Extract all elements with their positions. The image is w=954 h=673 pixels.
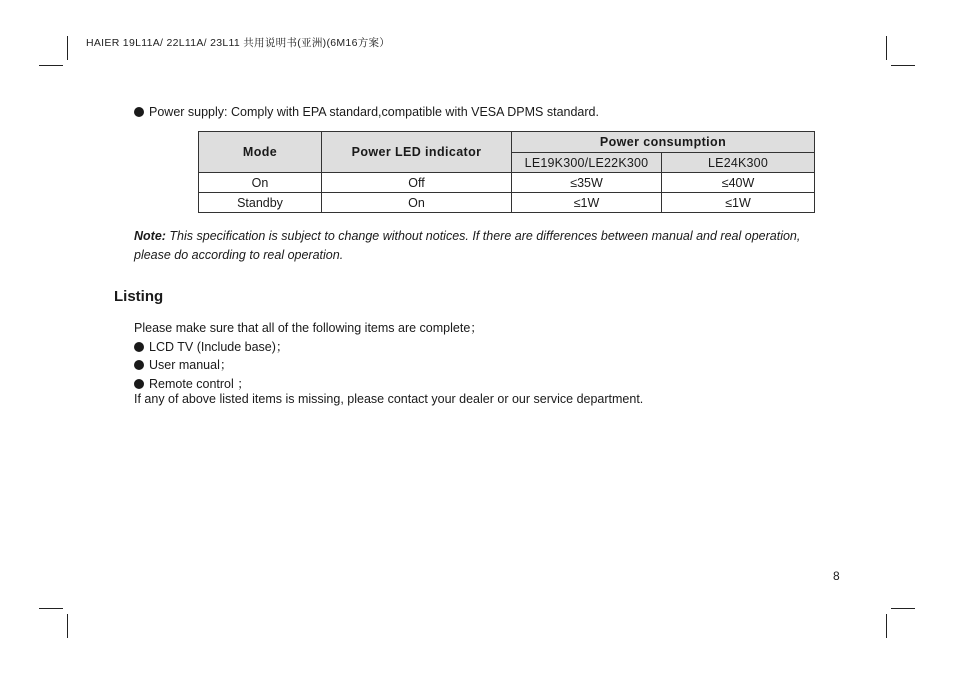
cell-model-b: ≤1W [662, 193, 815, 213]
header-consumption: Power consumption [512, 132, 815, 153]
crop-mark-bottom-right-vertical [886, 614, 887, 638]
listing-footer: If any of above listed items is missing, please contact your dealer or our service department. [134, 392, 644, 406]
crop-mark-bottom-right-horizontal [891, 608, 915, 609]
table-row [199, 193, 815, 213]
cell-led: Off [322, 173, 512, 193]
document-header: HAIER 19L11A/ 22L11A/ 23L11 共用说明书(亚洲)(6M16方案） [86, 37, 391, 49]
note-text: This specification is subject to change without notices. If there are differences between manual and real operation, please do according to real operation. [134, 229, 801, 262]
bullet-icon [134, 342, 144, 352]
bullet-icon [134, 379, 144, 389]
bullet-icon [134, 360, 144, 370]
crop-mark-bottom-left-vertical [67, 614, 68, 638]
crop-mark-top-right-vertical [886, 36, 887, 60]
cell-model-a: ≤35W [512, 173, 662, 193]
power-consumption-table [198, 131, 815, 213]
crop-mark-top-right-horizontal [891, 65, 915, 66]
list-item-text: LCD TV (Include base)； [149, 340, 289, 354]
crop-mark-top-left-vertical [67, 36, 68, 60]
note-paragraph [134, 227, 824, 265]
cell-led: On [322, 193, 512, 213]
list-item [134, 374, 250, 392]
list-item [134, 337, 288, 355]
crop-mark-top-left-horizontal [39, 65, 63, 66]
header-led: Power LED indicator [322, 132, 512, 173]
page-number: 8 [833, 569, 840, 583]
list-item [134, 355, 232, 373]
listing-intro: Please make sure that all of the following items are complete； [134, 321, 483, 335]
list-item-text: User manual； [149, 358, 233, 372]
power-supply-text: Power supply: Comply with EPA standard,compatible with VESA DPMS standard. [149, 105, 599, 119]
power-supply-line [134, 105, 599, 119]
listing-title: Listing [114, 288, 164, 305]
note-label: Note: [134, 229, 166, 243]
crop-mark-bottom-left-horizontal [39, 608, 63, 609]
cell-mode: On [199, 173, 322, 193]
cell-model-a: ≤1W [512, 193, 662, 213]
header-mode: Mode [199, 132, 322, 173]
cell-model-b: ≤40W [662, 173, 815, 193]
bullet-icon [134, 107, 144, 117]
header-model-b: LE24K300 [662, 153, 815, 173]
cell-mode: Standby [199, 193, 322, 213]
header-model-a: LE19K300/LE22K300 [512, 153, 662, 173]
list-item-text: Remote control ； [149, 377, 250, 391]
table-row [199, 173, 815, 193]
